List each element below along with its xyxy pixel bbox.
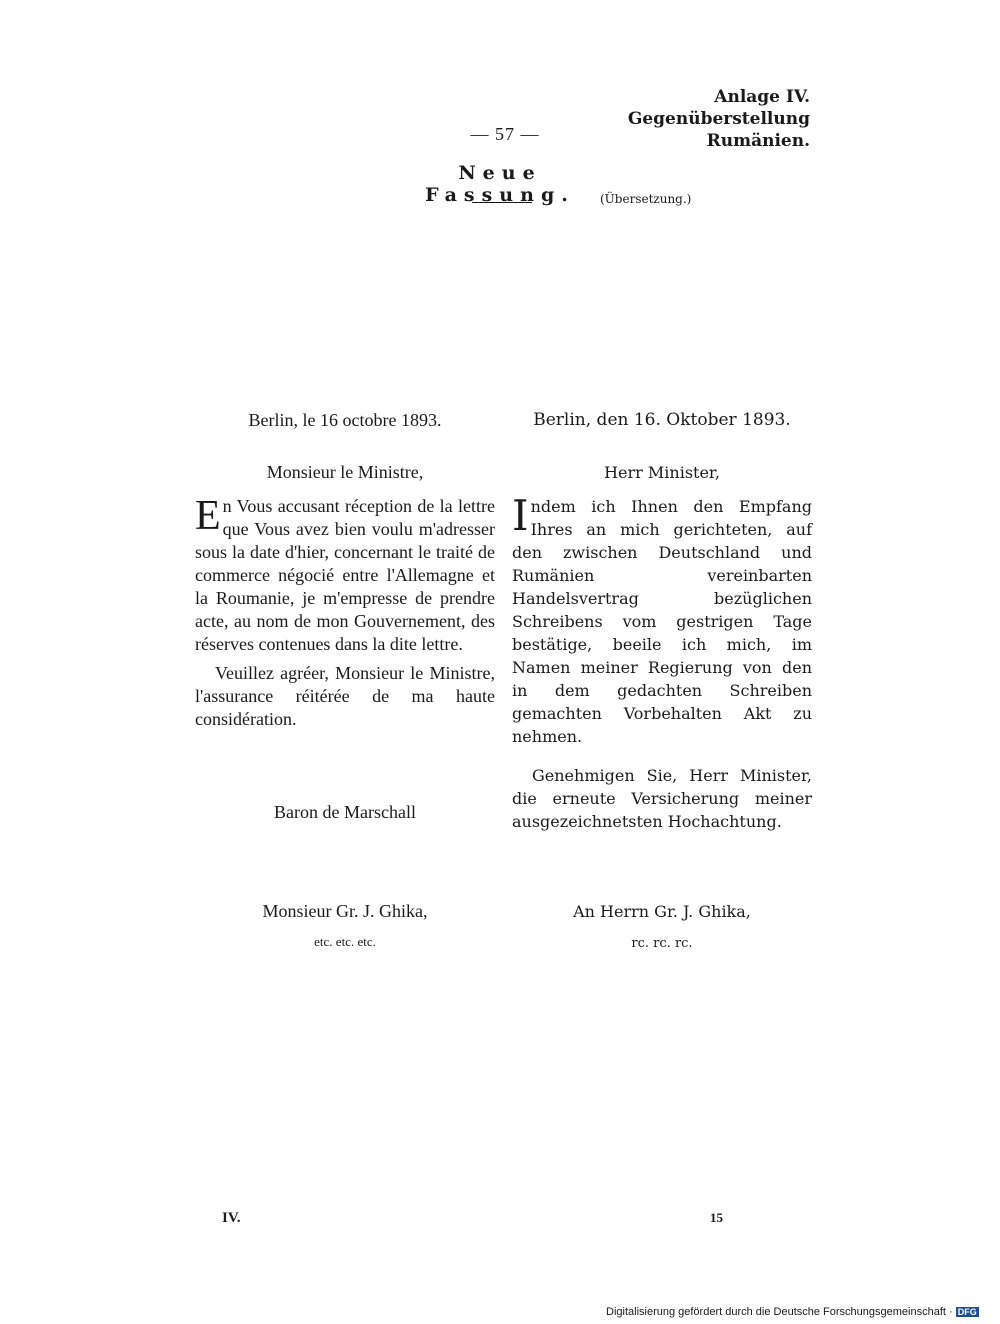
annex-heading xyxy=(560,86,810,152)
signature-mark-right: 15 xyxy=(710,1210,723,1225)
german-paragraph-1-text: ndem ich Ihnen den Empfang Ihres an mich gerichteten, auf den zwischen Deutschland und Rumänien vereinbarten Handelsvertrag bezüglichen Schreibens vom gestrigen Tage bestätige, beeile ich mich, im Namen meiner Regierung von den in dem gedachten Schreiben gemachten Vorbehalten Akt zu nehmen. xyxy=(512,497,812,746)
dfg-logo: DFG xyxy=(957,1307,977,1318)
digitization-credit-text: Digitalisierung gefördert durch die Deutsche Forschungsgemeinschaft · xyxy=(606,1306,953,1318)
french-paragraph-2: Veuillez agréer, Monsieur le Ministre, l'assurance réitérée de ma haute considération. xyxy=(195,663,495,729)
german-dropcap: I xyxy=(512,491,529,540)
french-addressee: Monsieur Gr. J. Ghika, xyxy=(262,901,428,921)
french-paragraph-1-text: n Vous accusant réception de la lettre que Vous avez bien voulu m'adresser sous la date d'hier, concernant le traité de commerce négocié entre l'Allemagne et la Roumanie, je m'empresse de prendre acte, au nom de mon Gouvernement, des réserves contenues dans la dite lettre. xyxy=(195,496,495,654)
german-salutation: Herr Minister, xyxy=(604,463,720,482)
german-addressee: An Herrn Gr. J. Ghika, xyxy=(573,902,751,921)
french-body xyxy=(195,495,495,731)
digitization-credit xyxy=(606,1306,996,1318)
page-number: — 57 — xyxy=(470,124,540,144)
french-signature: Baron de Marschall xyxy=(274,802,416,822)
page-title: Neue Fassung. xyxy=(425,162,575,206)
signature-mark-left: IV. xyxy=(222,1210,241,1226)
german-paragraph-1 xyxy=(512,491,812,748)
annex-number: Anlage IV. xyxy=(714,87,810,107)
french-salutation: Monsieur le Ministre, xyxy=(266,462,424,482)
title-rule xyxy=(472,202,532,203)
french-paragraph-1 xyxy=(195,495,495,656)
french-dropcap: E xyxy=(195,493,221,539)
german-dateline: Berlin, den 16. Oktober 1893. xyxy=(533,410,791,430)
french-dateline: Berlin, le 16 octobre 1893. xyxy=(248,410,442,430)
french-etc: etc. etc. etc. xyxy=(314,934,376,949)
german-etc: rc. rc. rc. xyxy=(631,936,693,951)
annex-subtitle: Gegenüberstellung Rumänien. xyxy=(627,109,810,151)
german-paragraph-2: Genehmigen Sie, Herr Minister, die erneute Versicherung meiner ausgezeichnetsten Hochachtung. xyxy=(512,766,812,831)
translation-note: (Übersetzung.) xyxy=(600,192,692,206)
german-body xyxy=(512,491,812,833)
